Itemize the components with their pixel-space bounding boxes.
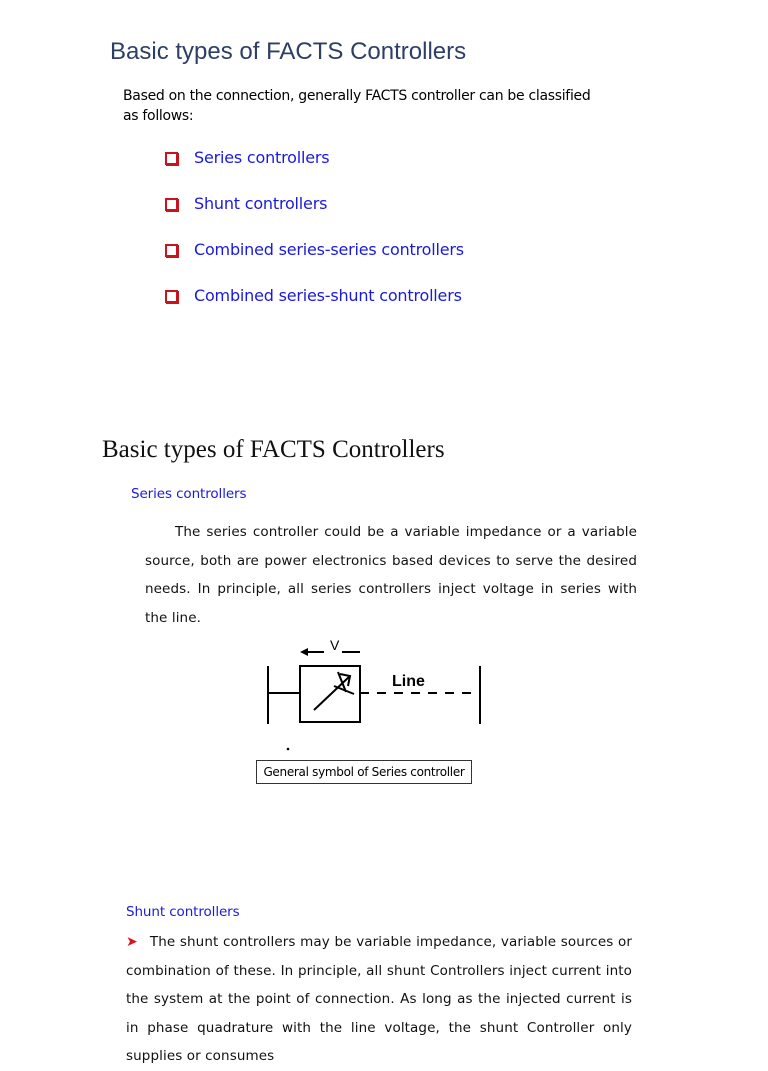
slide2-title: Basic types of FACTS Controllers <box>102 436 445 463</box>
voltage-label: V <box>330 637 340 653</box>
arrow-bullet-icon: ➤ <box>126 934 138 950</box>
checkbox-bullet-icon <box>165 290 178 303</box>
checkbox-bullet-icon <box>165 244 178 257</box>
shunt-paragraph <box>126 928 632 1071</box>
list-item <box>165 286 464 332</box>
shunt-controllers-heading: Shunt controllers <box>126 904 240 920</box>
list-item <box>165 240 464 286</box>
controller-type-list <box>165 148 464 332</box>
shunt-paragraph-text: The shunt controllers may be variable impedance, variable sources or combination of these. In principle, all shunt Controllers inject current into the system at the point of connection. As long as the injected current is in phase quadrature with the line voltage, the shunt Controller only supplies or consumes <box>126 934 632 1064</box>
list-item-label: Combined series-shunt controllers <box>194 286 462 305</box>
series-controller-diagram <box>260 634 490 756</box>
line-label: Line <box>392 673 425 690</box>
list-item-label: Series controllers <box>194 148 330 167</box>
list-item-label: Shunt controllers <box>194 194 328 213</box>
slide1-intro: Based on the connection, generally FACTS controller can be classified as follows: <box>123 88 591 124</box>
series-controllers-heading: Series controllers <box>131 486 247 502</box>
checkbox-bullet-icon <box>165 152 178 165</box>
stray-dot <box>287 748 290 751</box>
diagram-caption: General symbol of Series controller <box>256 760 472 784</box>
list-item-label: Combined series-series controllers <box>194 240 464 259</box>
variable-element-icon <box>314 672 354 710</box>
checkbox-bullet-icon <box>165 198 178 211</box>
slide1-title: Basic types of FACTS Controllers <box>110 38 467 65</box>
series-paragraph: The series controller could be a variable impedance or a variable source, both are power electronics based devices to serve the desired needs. In principle, all series controllers inject voltage in series with the line. <box>145 524 637 626</box>
list-item <box>165 194 464 240</box>
list-item <box>165 148 464 194</box>
